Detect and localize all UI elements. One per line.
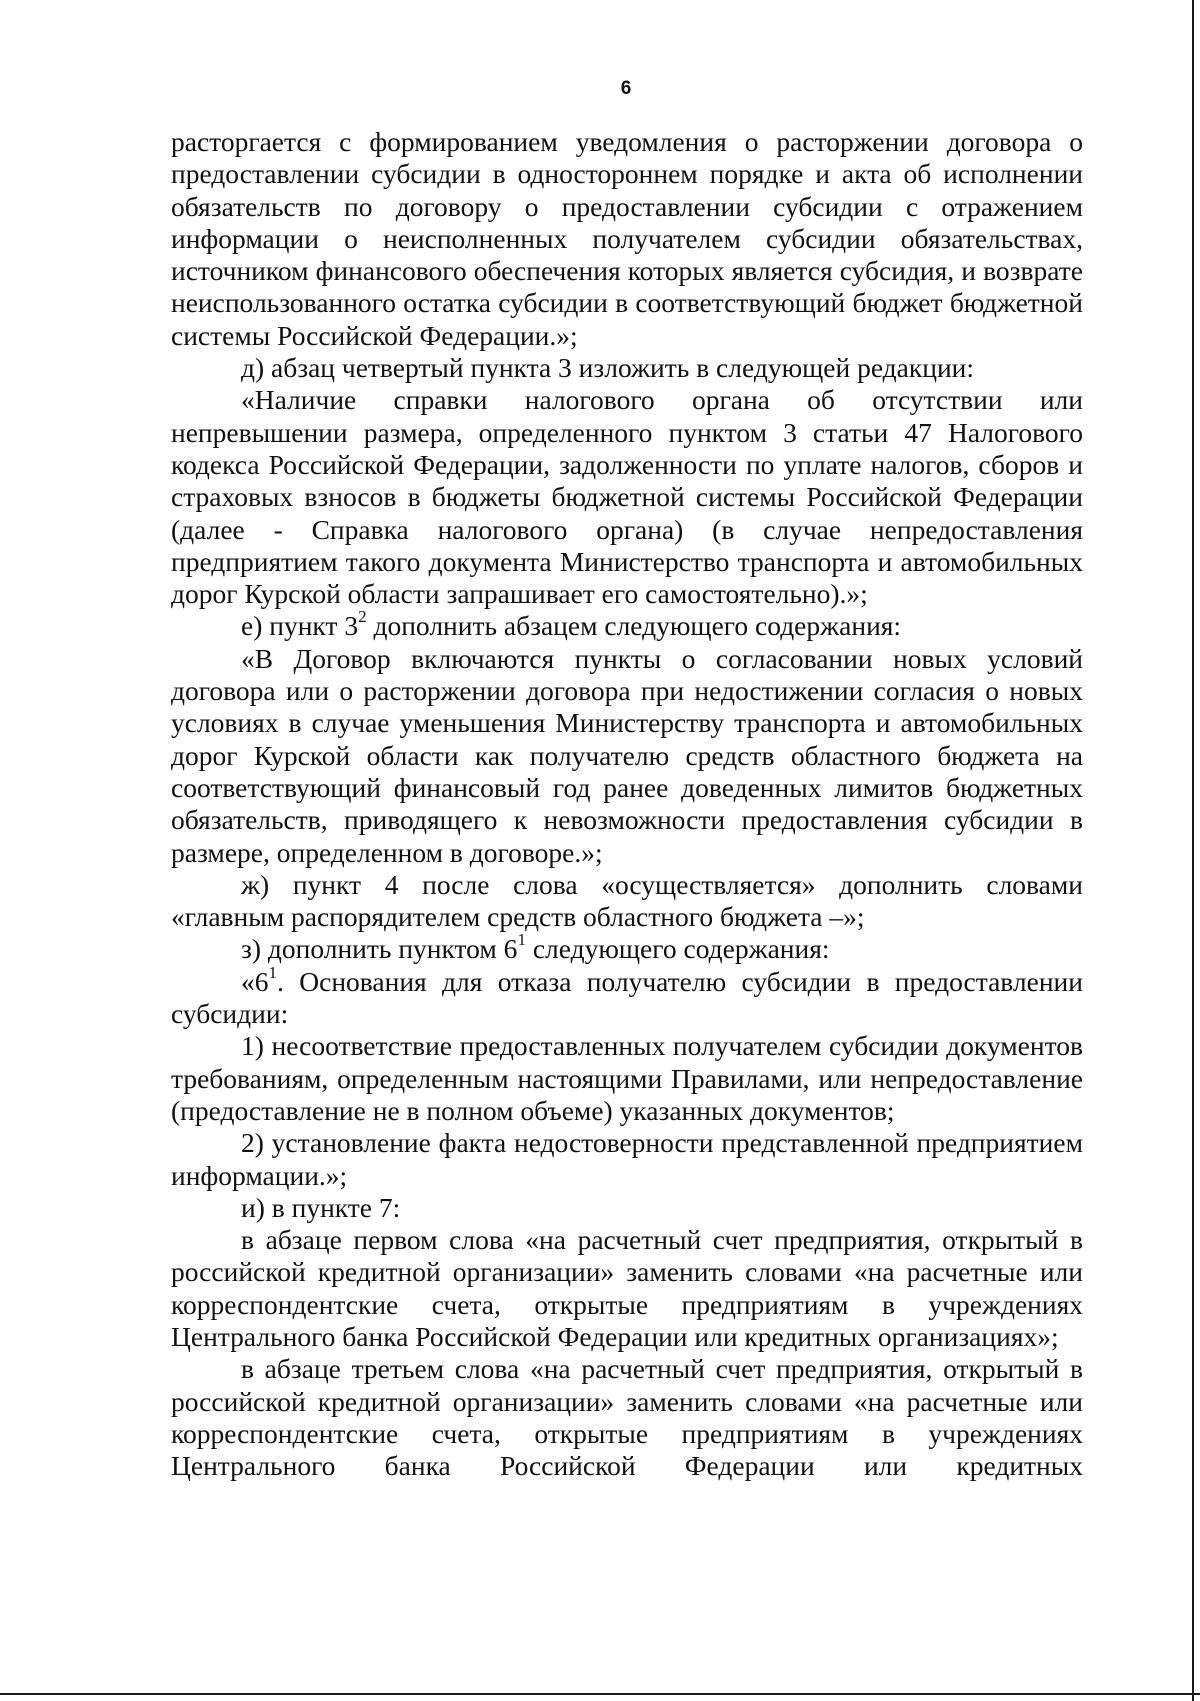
superscript: 1 [517, 930, 526, 950]
paragraph-8-text-before: «6 [241, 965, 269, 997]
page-number: 6 [620, 78, 632, 99]
paragraph-8-text-after: . Основания для отказа получателю субсидии в предоставлении субсидии: [171, 965, 1083, 1030]
scan-border-bottom [0, 1693, 1200, 1695]
paragraph-10: 2) установление факта недостоверности представленной предприятием информации.»; [171, 1127, 1083, 1191]
superscript: 2 [358, 607, 367, 627]
paragraph-8 [171, 962, 1083, 1031]
paragraph-4-text-after: дополнить абзацем следующего содержания: [366, 610, 902, 642]
paragraph-4 [171, 607, 1083, 642]
paragraph-7-text-after: следующего содержания: [525, 933, 830, 965]
superscript: 1 [268, 962, 278, 982]
paragraph-13: в абзаце третьем слова «на расчетный счет предприятия, открытый в российской кредитной организации» заменить словами «на расчетные или корреспондентские счета, открытые предприятиям в учреждениях Центрального банка Российской Федерации или кредитных [171, 1353, 1083, 1482]
paragraph-2: д) абзац четвертый пункта 3 изложить в следующей редакции: [241, 352, 975, 384]
paragraph-6: ж) пункт 4 после слова «осуществляется» дополнить словами «главным распорядителем средств областного бюджета –»; [171, 868, 1083, 933]
paragraph-9: 1) несоответствие предоставленных получателем субсидии документов требованиям, определенным настоящими Правилами, или непредоставление (предоставление не в полном объеме) указанных документов; [171, 1030, 1083, 1126]
paragraph-11: и) в пункте 7: [241, 1191, 401, 1223]
paragraph-1: расторгается с формированием уведомления о расторжении договора о предоставлении субсидии в одностороннем порядке и акта об исполнении обязательств по договору о предоставлении субсидии с отражением информации о неисполненных получателем субсидии обязательствах, источником финансового обеспечения которых является субсидия, и возврате неиспользованного остатка субсидии в соответствующий бюджет бюджетной системы Российской Федерации.»; [171, 126, 1083, 351]
document-body [171, 126, 1083, 1482]
paragraph-7 [171, 930, 1083, 965]
paragraph-3: «Наличие справки налогового органа об отсутствии или непревышении размера, определенного пунктом 3 статьи 47 Налогового кодекса Российской Федерации, задолженности по уплате налогов, сборов и страховых взносов в бюджеты бюджетной системы Российской Федерации (далее - Справка налогового органа) (в случае непредоставления предприятием такого документа Министерство транспорта и автомобильных дорог Курской области запрашивает его самостоятельно).»; [171, 384, 1083, 610]
scan-border-right [1192, 0, 1194, 1701]
paragraph-4-text-before: е) пункт 3 [241, 610, 359, 642]
paragraph-7-text-before: з) дополнить пунктом 6 [241, 933, 518, 965]
paragraph-12: в абзаце первом слова «на расчетный счет предприятия, открытый в российской кредитной организации» заменить словами «на расчетные или корреспондентские счета, открытые предприятиям в учреждениях Центрального банка Российской Федерации или кредитных организациях»; [171, 1224, 1083, 1352]
paragraph-5: «В Договор включаются пункты о согласовании новых условий договора или о расторжении договора при недостижении согласия о новых условиях в случае уменьшения Министерству транспорта и автомобильных дорог Курской области как получателю средств областного бюджета на соответствующий финансовый год ранее доведенных лимитов бюджетных обязательств, приводящего к невозможности предоставления субсидии в размере, определенном в договоре.»; [171, 642, 1083, 868]
